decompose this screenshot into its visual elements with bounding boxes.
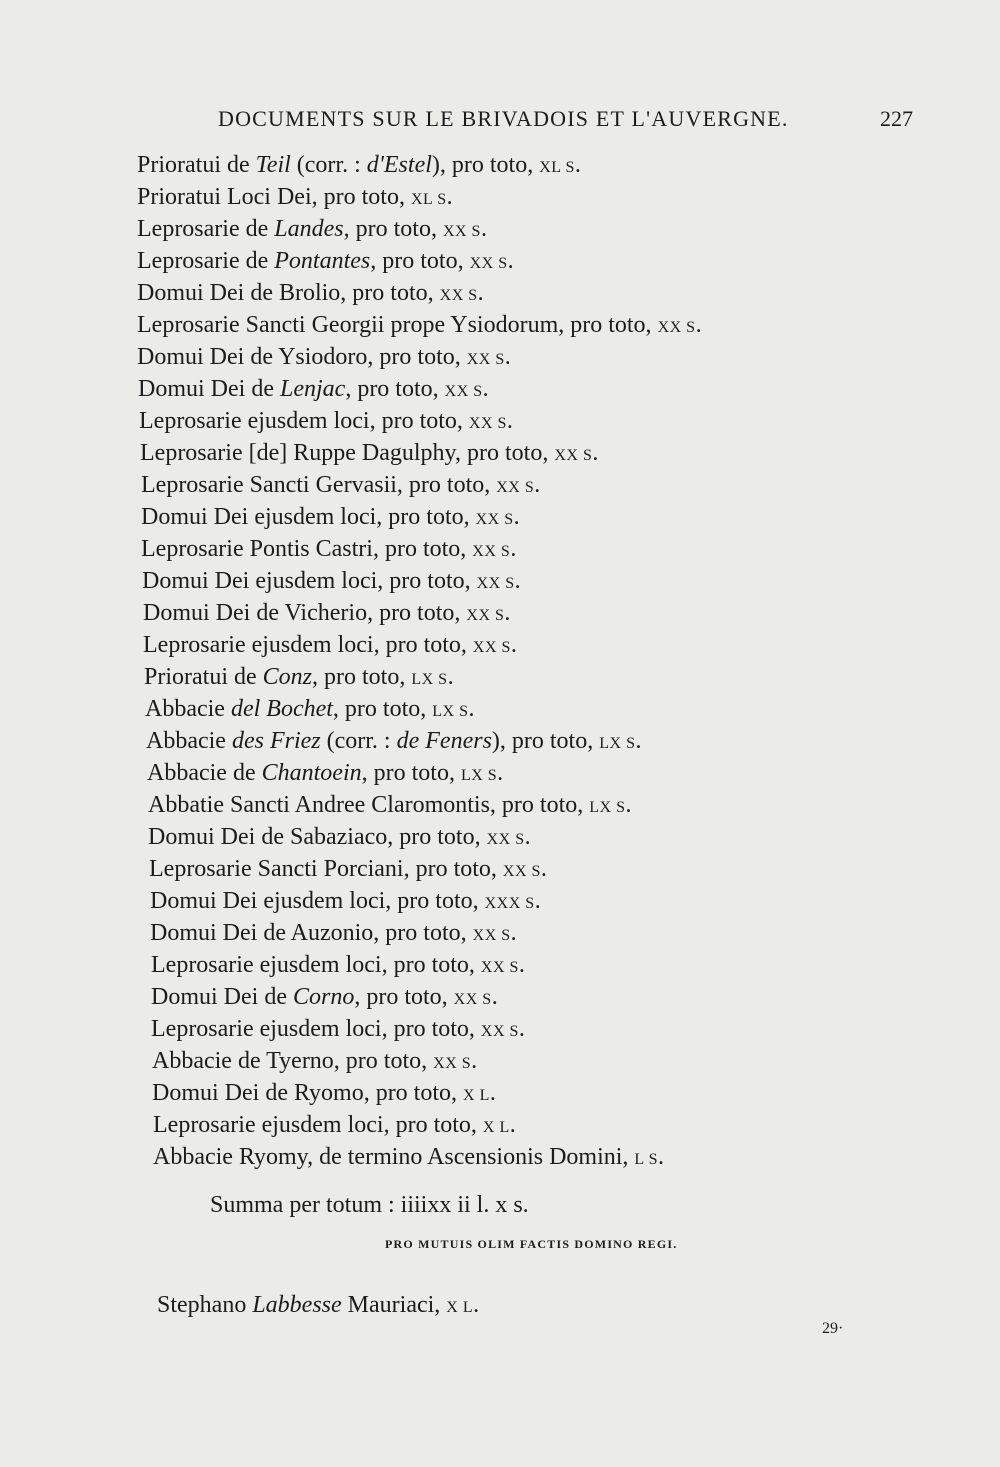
- entry-text: Prioratui de: [137, 152, 256, 178]
- entry-text: Leprosarie Sancti Porciani, pro toto,: [149, 856, 503, 882]
- entry-text: X L: [446, 1299, 474, 1316]
- entry-text: .: [509, 1112, 516, 1138]
- entry-text: XX S: [439, 287, 478, 304]
- entry-text: Teil: [255, 152, 291, 178]
- entry-text: .: [491, 984, 498, 1010]
- entry-text: X L: [482, 1119, 510, 1136]
- entry-row: [137, 246, 514, 279]
- entry-text: Chantoein: [261, 760, 362, 786]
- entry-row: [151, 1014, 525, 1047]
- entry-text: .: [514, 568, 521, 594]
- entry-text: LX S: [411, 671, 448, 688]
- entry-text: Leprosarie ejusdem loci, pro toto,: [143, 632, 473, 658]
- last-entry: [157, 1290, 479, 1323]
- entry-text: , pro toto,: [345, 376, 445, 402]
- entry-text: Abbacie de: [147, 760, 262, 786]
- entry-row: [137, 214, 487, 247]
- entry-row: [148, 822, 531, 855]
- entry-row: [150, 886, 541, 919]
- entry-text: XX S: [472, 927, 511, 944]
- entry-text: de Feners: [396, 728, 492, 754]
- entry-text: .: [518, 1016, 525, 1042]
- entry-text: .: [524, 824, 531, 850]
- entry-text: LX S: [589, 799, 626, 816]
- entry-row: [144, 662, 454, 695]
- entry-text: Abbacie Ryomy, de termino Ascensionis Domini,: [153, 1144, 635, 1170]
- entry-text: X L: [463, 1087, 490, 1104]
- entry-text: .: [658, 1144, 664, 1170]
- entry-text: .: [534, 472, 541, 498]
- entry-text: Domui Dei de: [138, 376, 280, 402]
- entry-text: , pro toto,: [370, 248, 470, 274]
- entry-row: [143, 598, 510, 631]
- entry-text: LX S: [460, 767, 498, 784]
- entry-text: .: [635, 728, 642, 754]
- entry-text: Domui Dei de Brolio, pro toto,: [137, 280, 440, 306]
- entry-text: .: [446, 184, 453, 210]
- entry-row: [143, 630, 517, 663]
- entry-text: .: [497, 760, 504, 786]
- entry-text: Abbatie Sancti Andree Claromontis, pro toto,: [148, 792, 590, 818]
- entry-row: [137, 182, 453, 215]
- entry-text: XX S: [476, 575, 515, 592]
- entry-text: XX S: [468, 415, 507, 432]
- entry-text: .: [468, 696, 475, 722]
- entry-text: L S: [634, 1151, 658, 1168]
- entry-row: [140, 438, 598, 471]
- entry-text: (corr. :: [290, 152, 367, 178]
- entry-row: [137, 342, 511, 375]
- entry-row: [147, 758, 503, 791]
- entry-text: Domui Dei de Ryomo, pro toto,: [152, 1080, 464, 1106]
- entry-row: [152, 1046, 477, 1079]
- entry-text: Domui Dei de: [151, 984, 293, 1010]
- entry-text: Domui Dei de Vicherio, pro toto,: [143, 600, 467, 626]
- entry-text: Leprosarie de: [137, 216, 275, 242]
- entry-text: , pro toto,: [343, 216, 443, 242]
- entry-text: XX S: [472, 639, 511, 656]
- entry-text: XX S: [480, 1023, 519, 1040]
- entry-text: XX S: [554, 447, 593, 464]
- entry-text: .: [574, 152, 581, 178]
- entry-text: Landes: [274, 216, 344, 242]
- entry-text: Domui Dei de Auzonio, pro toto,: [150, 920, 473, 946]
- entry-text: XX S: [475, 511, 514, 528]
- entry-text: .: [540, 856, 547, 882]
- entry-row: [150, 918, 517, 951]
- entry-text: Leprosarie ejusdem loci, pro toto,: [153, 1112, 483, 1138]
- entry-text: XX S: [433, 1055, 472, 1072]
- entry-text: .: [482, 376, 489, 402]
- entry-row: [138, 374, 489, 407]
- entry-text: Pontantes: [274, 248, 371, 274]
- entry-text: Domui Dei de Sabaziaco, pro toto,: [148, 824, 487, 850]
- entry-text: .: [695, 312, 702, 338]
- entry-text: ), pro toto,: [491, 728, 600, 754]
- entry-row: [142, 566, 521, 599]
- entry-text: XX S: [466, 351, 505, 368]
- entry-text: , pro toto,: [354, 984, 454, 1010]
- entry-text: Corno: [292, 984, 355, 1010]
- entry-text: XX S: [442, 223, 481, 240]
- entry-text: XX S: [480, 959, 519, 976]
- entry-text: (corr. :: [320, 728, 397, 754]
- entry-row: [151, 950, 525, 983]
- entry-text: Leprosarie ejusdem loci, pro toto,: [151, 952, 481, 978]
- entry-text: Leprosarie ejusdem loci, pro toto,: [151, 1016, 481, 1042]
- entry-text: XX S: [486, 831, 525, 848]
- entry-row: [141, 534, 516, 567]
- entry-text: XL S: [410, 191, 447, 208]
- entry-text: .: [513, 504, 520, 530]
- entry-row: [141, 470, 540, 503]
- entry-row: [152, 1078, 496, 1111]
- entry-text: .: [504, 600, 511, 626]
- entry-text: Labbesse: [252, 1292, 342, 1318]
- entry-text: , pro toto,: [332, 696, 433, 722]
- entry-text: XXX S: [484, 895, 535, 912]
- entry-row: [149, 854, 547, 887]
- entry-text: Leprosarie Sancti Georgii prope Ysiodorum, pro toto,: [137, 312, 658, 338]
- entry-text: LX S: [599, 735, 636, 752]
- entry-row: [139, 406, 513, 439]
- entry-row: [137, 150, 581, 183]
- entry-text: Leprosarie de: [137, 248, 275, 274]
- entry-text: Leprosarie Sancti Gervasii, pro toto,: [141, 472, 497, 498]
- entry-text: Stephano: [157, 1292, 253, 1318]
- section-heading: PRO MUTUIS OLIM FACTIS DOMINO REGI.: [385, 1237, 678, 1251]
- entry-text: Domui Dei de Ysiodoro, pro toto,: [137, 344, 467, 370]
- entry-text: Domui Dei ejusdem loci, pro toto,: [150, 888, 485, 914]
- entry-text: Lenjac: [279, 376, 346, 402]
- entry-text: XX S: [502, 863, 541, 880]
- entry-text: , pro toto,: [361, 760, 461, 786]
- entry-text: des Friez: [231, 728, 321, 754]
- entry-text: d'Estel: [366, 152, 432, 178]
- entry-text: Mauriaci,: [341, 1292, 447, 1318]
- entry-row: [141, 502, 520, 535]
- summa-line: Summa per totum : iiiixx ii l. x s.: [210, 1192, 529, 1218]
- running-header-title: DOCUMENTS SUR LE BRIVADOIS ET L'AUVERGNE.: [218, 106, 789, 131]
- entry-row: [153, 1142, 664, 1175]
- entry-text: .: [592, 440, 599, 466]
- entry-text: Abbacie de Tyerno, pro toto,: [152, 1048, 434, 1074]
- entry-text: .: [489, 1080, 496, 1106]
- entry-text: .: [480, 216, 487, 242]
- entry-text: XX S: [657, 319, 696, 336]
- entry-row: [151, 982, 498, 1015]
- entry-text: .: [507, 248, 514, 274]
- entry-text: , pro toto,: [312, 664, 412, 690]
- entry-text: del Bochet: [230, 696, 333, 722]
- entry-text: XX S: [444, 383, 483, 400]
- entry-row: [137, 310, 702, 343]
- entry-text: .: [510, 632, 517, 658]
- entry-text: Abbacie: [145, 696, 231, 722]
- entry-text: .: [518, 952, 525, 978]
- entry-text: XX S: [496, 479, 535, 496]
- entry-text: .: [504, 344, 511, 370]
- entry-text: .: [506, 408, 513, 434]
- entry-text: ), pro toto,: [431, 152, 540, 178]
- entry-text: Abbacie: [146, 728, 232, 754]
- entry-row: [145, 694, 474, 727]
- entry-row: [137, 278, 484, 311]
- entry-text: .: [625, 792, 632, 818]
- entry-text: Prioratui de: [144, 664, 263, 690]
- page-number: 227: [880, 106, 913, 131]
- entry-text: Domui Dei ejusdem loci, pro toto,: [141, 504, 476, 530]
- entry-text: .: [471, 1048, 478, 1074]
- entry-text: XX S: [472, 543, 511, 560]
- entry-text: Conz: [262, 664, 312, 690]
- entry-text: XX S: [453, 991, 492, 1008]
- entry-text: XX S: [469, 255, 508, 272]
- signature-mark: 29·: [822, 1320, 844, 1337]
- entry-text: LX S: [432, 703, 469, 720]
- entry-text: Leprosarie Pontis Castri, pro toto,: [141, 536, 473, 562]
- entry-row: [148, 790, 632, 823]
- entry-text: .: [477, 280, 484, 306]
- entry-text: .: [534, 888, 541, 914]
- entry-text: .: [510, 920, 517, 946]
- entry-text: .: [473, 1292, 480, 1318]
- entry-text: Leprosarie [de] Ruppe Dagulphy, pro toto,: [140, 440, 555, 466]
- entry-row: [153, 1110, 516, 1143]
- entry-text: .: [447, 664, 454, 690]
- entry-text: XL S: [539, 159, 575, 176]
- entry-text: Prioratui Loci Dei, pro toto,: [137, 184, 411, 210]
- entry-text: .: [510, 536, 517, 562]
- entry-row: [146, 726, 641, 759]
- entry-text: Leprosarie ejusdem loci, pro toto,: [139, 408, 469, 434]
- entry-text: Domui Dei ejusdem loci, pro toto,: [142, 568, 477, 594]
- entry-text: XX S: [466, 607, 505, 624]
